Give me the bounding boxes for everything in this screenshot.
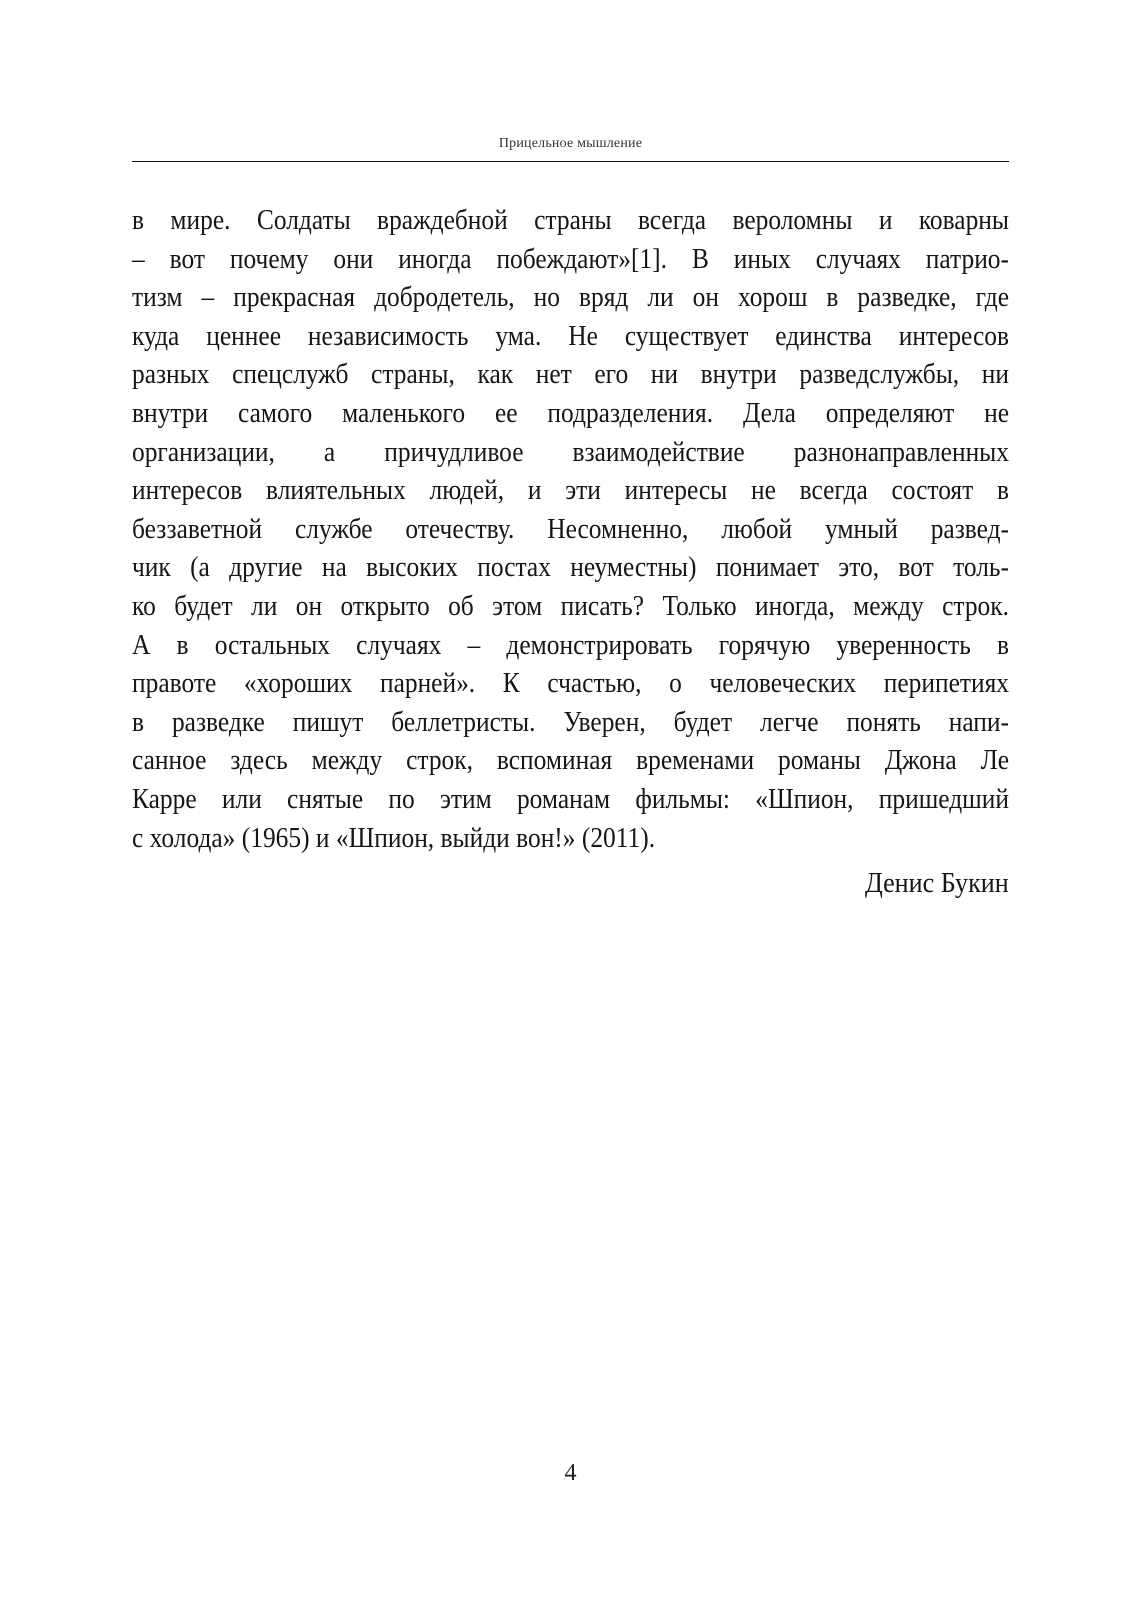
body-paragraph xyxy=(132,201,1009,857)
text-line xyxy=(132,240,1009,279)
text-line xyxy=(132,317,1009,356)
text-line xyxy=(132,433,1009,472)
text-line-content: разных спецслужб страны, как нет его ни внутри разведслужбы, ни xyxy=(132,358,1009,391)
text-line xyxy=(132,471,1009,510)
text-line-content: организации, а причудливое взаимодействие разнонаправленных xyxy=(132,435,1009,468)
text-line xyxy=(132,741,1009,780)
text-line xyxy=(132,780,1009,819)
text-line-content: Карре или снятые по этим романам фильмы: «Шпион, пришедший xyxy=(132,782,1009,815)
text-line-content: с холода» (1965) и «Шпион, выйди вон!» (2011). xyxy=(132,821,656,854)
text-line xyxy=(132,703,1009,742)
text-line xyxy=(132,510,1009,549)
text-line-content: беззаветной службе отечеству. Несомненно, любой умный развед- xyxy=(132,512,1009,545)
text-line-content: санное здесь между строк, вспоминая временами романы Джона Ле xyxy=(132,744,1009,777)
text-line-content: чик (а другие на высоких постах неуместны) понимает это, вот толь- xyxy=(132,551,1009,584)
text-line xyxy=(132,355,1009,394)
text-line-content: – вот почему они иногда побеждают»[1]. В иных случаях патрио- xyxy=(132,242,1009,275)
text-line-content: в разведке пишут беллетристы. Уверен, будет легче понять напи- xyxy=(132,705,1009,738)
text-line-content: интересов влиятельных людей, и эти интересы не всегда состоят в xyxy=(132,474,1009,507)
text-line-content: ко будет ли он открыто об этом писать? Только иногда, между строк. xyxy=(132,589,1009,622)
text-line-content: правоте «хороших парней». К счастью, о человеческих перипетиях xyxy=(132,667,1009,700)
text-line xyxy=(132,819,1009,858)
text-line xyxy=(132,394,1009,433)
text-line xyxy=(132,587,1009,626)
header-divider xyxy=(132,161,1009,162)
text-line-content: внутри самого маленького ее подразделения. Дела определяют не xyxy=(132,396,1009,429)
text-line-content: А в остальных случаях – демонстрировать горячую уверенность в xyxy=(132,628,1009,661)
running-header: Прицельное мышление xyxy=(498,136,643,151)
author-name: Денис Букин xyxy=(865,867,1009,899)
text-line-content: куда ценнее независимость ума. Не существует единства интересов xyxy=(132,319,1009,352)
page-number: 4 xyxy=(564,1460,577,1486)
text-line xyxy=(132,201,1009,240)
text-line xyxy=(132,626,1009,665)
text-line xyxy=(132,278,1009,317)
text-line-content: в мире. Солдаты враждебной страны всегда вероломны и коварны xyxy=(132,204,1009,236)
text-line xyxy=(132,548,1009,587)
author-signature xyxy=(132,864,1009,902)
text-line xyxy=(132,664,1009,703)
text-line-content: тизм – прекрасная добродетель, но вряд ли он хорош в разведке, где xyxy=(132,281,1009,314)
